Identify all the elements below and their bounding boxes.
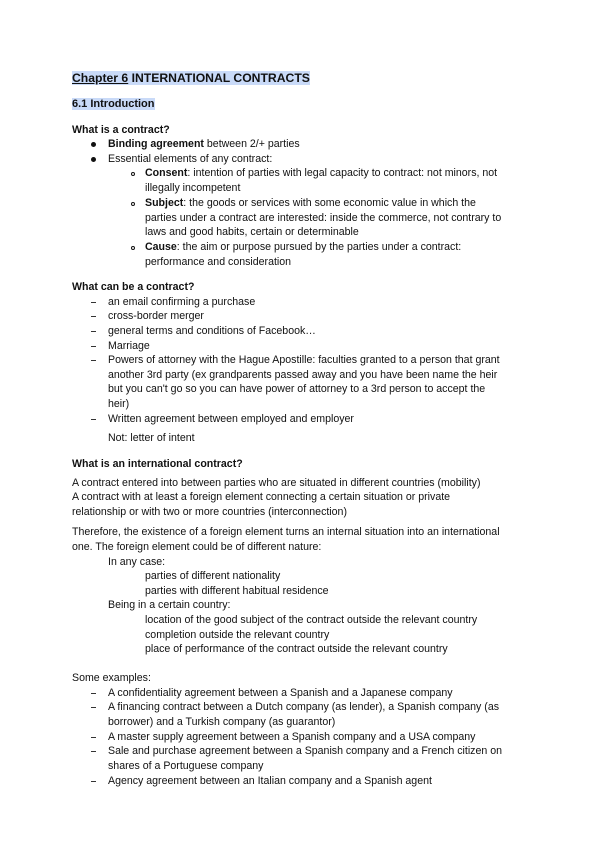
list-item: Essential elements of any contract: — [108, 153, 273, 165]
dash-icon — [91, 751, 96, 752]
item-continuation: performance and consideration — [145, 256, 292, 268]
dash-icon — [91, 781, 96, 782]
bold-term: Binding agreement — [108, 138, 204, 150]
sub-bullet-icon — [131, 246, 135, 250]
bold-term: Consent — [145, 167, 188, 179]
item-continuation: borrower) and a Turkish company (as guarantor) — [108, 716, 336, 728]
list-item — [145, 240, 461, 255]
heading-what-can-be: What can be a contract? — [72, 281, 195, 293]
paragraph-line: relationship or with two or more countries (interconnection) — [72, 506, 347, 518]
dash-icon — [91, 346, 96, 347]
dash-icon — [91, 302, 96, 303]
case-label: Being in a certain country: — [108, 599, 231, 611]
chapter-title — [72, 71, 310, 86]
bold-term: Cause — [145, 241, 177, 253]
list-item: Marriage — [108, 340, 150, 352]
case-item: completion outside the relevant country — [145, 629, 330, 641]
dash-icon — [91, 707, 96, 708]
chapter-title-text: INTERNATIONAL CONTRACTS — [131, 71, 310, 85]
case-item: location of the good subject of the contract outside the relevant country — [145, 614, 478, 626]
heading-what-is-contract: What is a contract? — [72, 124, 170, 136]
item-continuation: another 3rd party (ex grandparents passed away and you have been name the heir — [108, 369, 498, 381]
paragraph-line: A contract entered into between parties who are situated in different countries (mobility) — [72, 477, 481, 489]
item-continuation: laws and good habits, certain or determinable — [145, 226, 359, 238]
heading-international: What is an international contract? — [72, 458, 243, 470]
item-continuation: illegally incompetent — [145, 182, 241, 194]
dash-icon — [91, 316, 96, 317]
dash-icon — [91, 360, 96, 361]
list-item — [108, 137, 300, 152]
sub-bullet-icon — [131, 202, 135, 206]
item-text: between 2/+ parties — [206, 138, 300, 150]
dash-icon — [91, 419, 96, 420]
case-item: place of performance of the contract outside the relevant country — [145, 643, 448, 655]
chapter-label: Chapter 6 — [72, 71, 129, 85]
list-item: an email confirming a purchase — [108, 296, 256, 308]
bullet-icon — [91, 142, 96, 147]
list-item: Agency agreement between an Italian company and a Spanish agent — [108, 775, 432, 787]
dash-icon — [91, 693, 96, 694]
dash-icon — [91, 331, 96, 332]
list-item: Written agreement between employed and employer — [108, 413, 354, 425]
bold-term: Subject — [145, 197, 184, 209]
paragraph-line: one. The foreign element could be of different nature: — [72, 541, 322, 553]
item-text: : the goods or services with some economic value in which the — [183, 197, 476, 209]
list-item: A confidentiality agreement between a Spanish and a Japanese company — [108, 687, 453, 699]
item-continuation: shares of a Portuguese company — [108, 760, 264, 772]
section-heading — [72, 97, 155, 112]
list-item: A financing contract between a Dutch company (as lender), a Spanish company (as — [108, 701, 500, 713]
list-item: Powers of attorney with the Hague Apostille: faculties granted to a person that grant — [108, 354, 500, 366]
list-item: general terms and conditions of Facebook… — [108, 325, 316, 337]
section-heading-text: 6.1 Introduction — [72, 98, 155, 110]
paragraph-line: A contract with at least a foreign element connecting a certain situation or private — [72, 491, 451, 503]
item-text: : intention of parties with legal capacity to contract: not minors, not — [187, 167, 498, 179]
list-item: A master supply agreement between a Spanish company and a USA company — [108, 731, 476, 743]
list-item: Sale and purchase agreement between a Spanish company and a French citizen on — [108, 745, 502, 757]
item-text: : the aim or purpose pursued by the parties under a contract: — [176, 241, 462, 253]
item-continuation: but you can't go so you can have power of attorney to a 3rd person to accept the — [108, 383, 486, 395]
list-item: cross-border merger — [108, 310, 204, 322]
list-item — [145, 166, 497, 181]
item-continuation: heir) — [108, 398, 130, 410]
paragraph-line: Therefore, the existence of a foreign element turns an internal situation into an international — [72, 526, 500, 538]
examples-heading: Some examples: — [72, 672, 151, 684]
note-text: Not: letter of intent — [108, 432, 195, 444]
dash-icon — [91, 737, 96, 738]
sub-bullet-icon — [131, 172, 135, 176]
case-item: parties with different habitual residence — [145, 585, 329, 597]
item-continuation: parties under a contract are interested: inside the commerce, not contrary to — [145, 212, 502, 224]
list-item — [145, 196, 476, 211]
case-label: In any case: — [108, 556, 166, 568]
case-item: parties of different nationality — [145, 570, 281, 582]
bullet-icon — [91, 157, 96, 162]
